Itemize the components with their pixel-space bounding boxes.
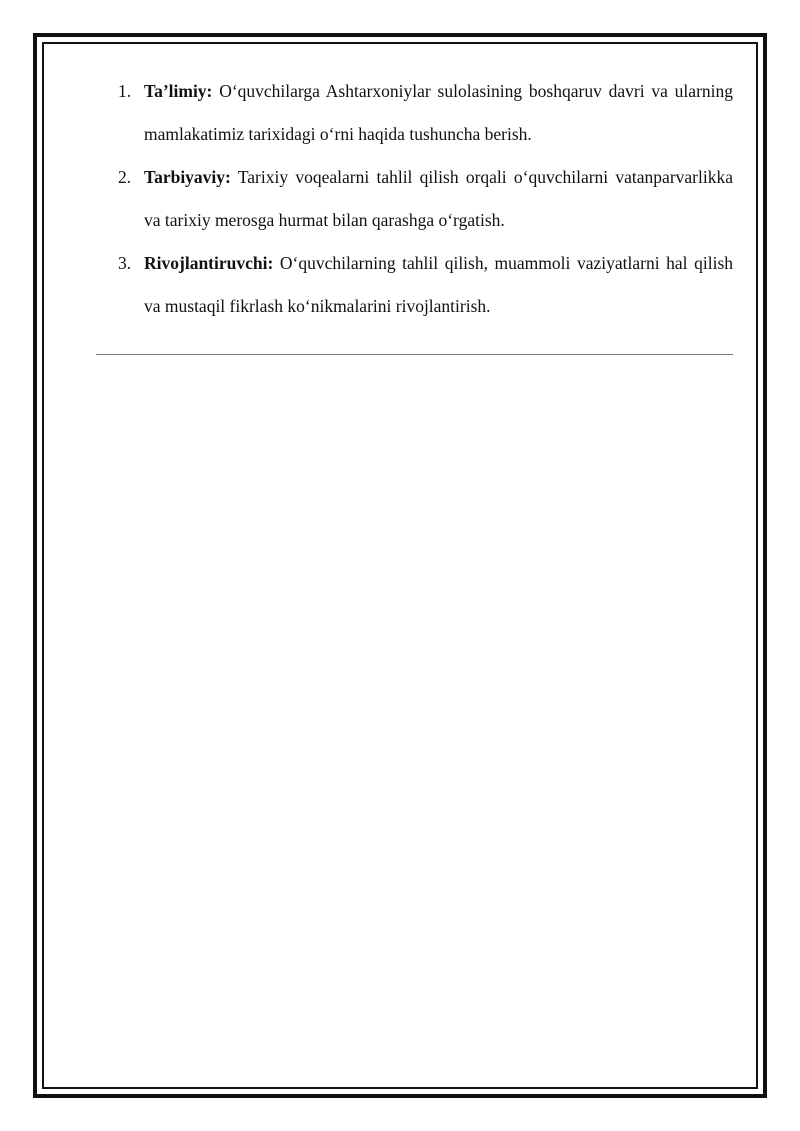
objective-text: Tarixiy voqealarni tahlil qilish orqali o‘quvchilarni vatanparvarlikka va tarixiy merosga hurmat bilan qarashga o‘rgatish.	[144, 167, 733, 230]
horizontal-divider	[96, 354, 733, 355]
objective-item-talimiy	[96, 70, 733, 156]
objective-term: Tarbiyaviy:	[144, 167, 231, 187]
objective-item-rivojlantiruvchi	[96, 242, 733, 328]
list-number: 2.	[118, 167, 132, 187]
list-number: 3.	[118, 253, 132, 273]
objectives-list	[96, 70, 733, 328]
objective-text: O‘quvchilarga Ashtarxoniylar sulolasining boshqaruv davri va ularning mamlakatimiz tarixidagi o‘rni haqida tushuncha berish.	[144, 81, 734, 144]
objective-text: O‘quvchilarning tahlil qilish, muammoli vaziyatlarni hal qilish va mustaqil fikrlash ko‘nikmalarini rivojlantirish.	[144, 253, 734, 316]
list-number: 1.	[118, 81, 132, 101]
objective-term: Ta’limiy:	[144, 81, 213, 101]
objective-term: Rivojlantiruvchi:	[144, 253, 274, 273]
objective-item-tarbiyaviy	[96, 156, 733, 242]
document-body	[96, 70, 733, 328]
